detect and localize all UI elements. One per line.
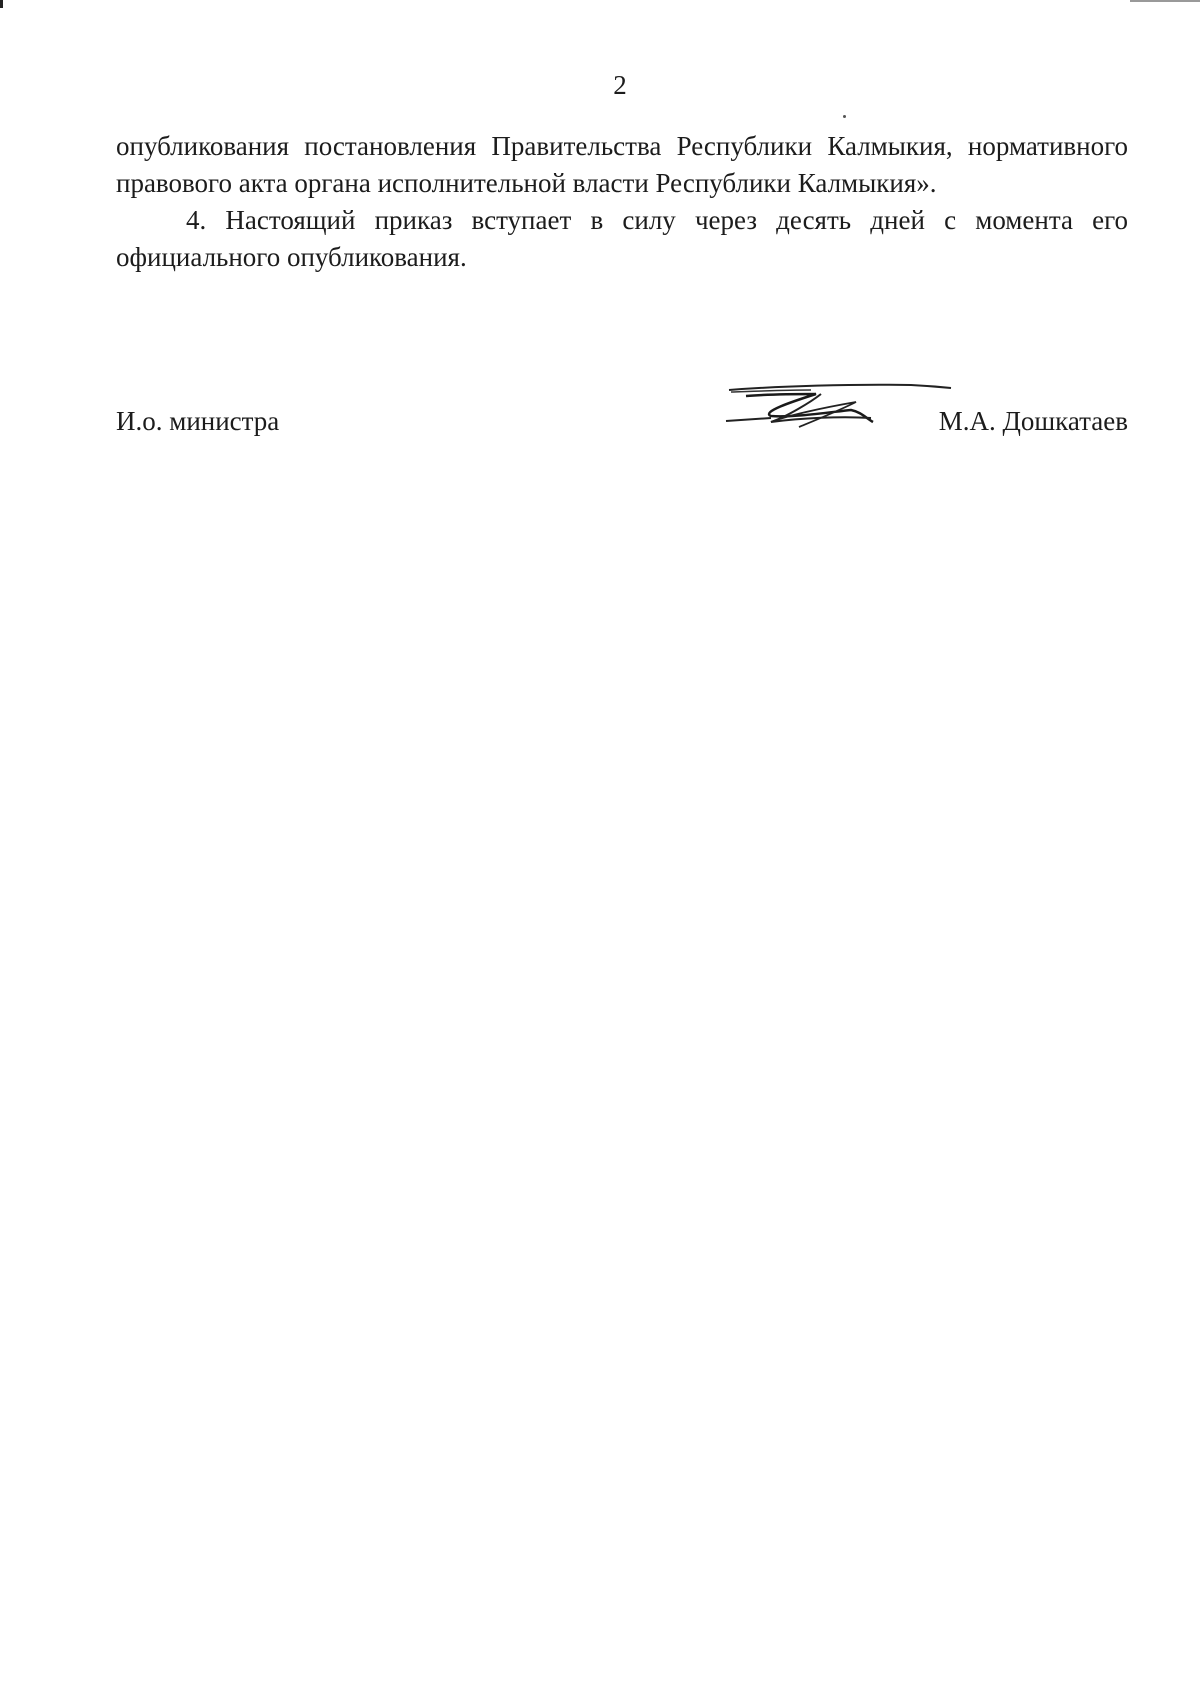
paragraph-continuation: опубликования постановления Правительства Республики Калмыкия, нормативного правового акта органа исполнительной власти Республики Калмыкия».: [116, 131, 1128, 198]
scan-corner-mark: [0, 0, 3, 8]
scan-edge-mark: [1130, 0, 1200, 2]
paragraph-item-4: 4. Настоящий приказ вступает в силу через десять дней с момента его официального опубликования.: [116, 205, 1128, 272]
handwritten-signature: [611, 372, 961, 442]
signer-name: М.А. Дошкатаев: [938, 406, 1128, 436]
document-body: [116, 128, 1128, 276]
signer-position: И.о. министра: [116, 406, 280, 436]
scan-speck: [843, 115, 846, 118]
signature-block: [116, 380, 1128, 440]
page-number: 2: [613, 70, 627, 100]
